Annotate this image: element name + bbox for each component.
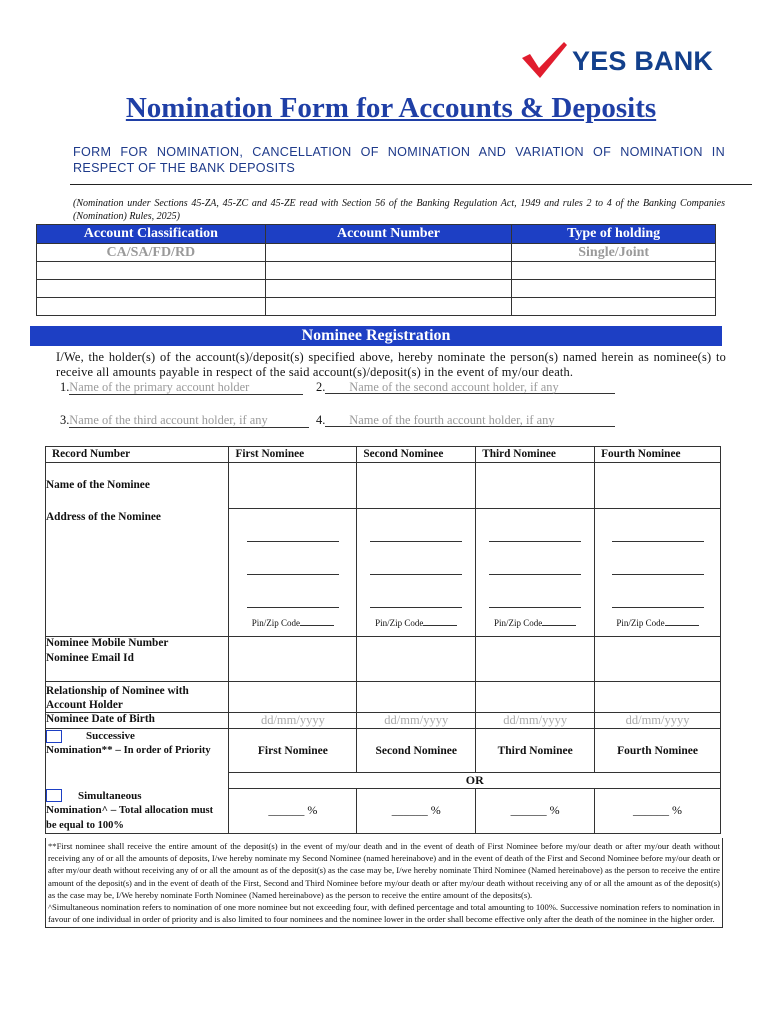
allocation-field[interactable]: ______ % bbox=[595, 789, 721, 834]
nominee-table bbox=[45, 446, 721, 834]
successive-order-1: First Nominee bbox=[229, 729, 357, 773]
simultaneous-option[interactable] bbox=[46, 789, 229, 834]
label-relationship: Relationship of Nominee with Account Holder bbox=[46, 682, 229, 713]
pin-code-label: Pin/Zip Code bbox=[479, 618, 591, 628]
holder-number: 2. bbox=[316, 380, 326, 394]
row-successive bbox=[46, 729, 721, 773]
row-address bbox=[46, 509, 721, 637]
dob-field[interactable]: dd/mm/yyyy bbox=[357, 713, 476, 729]
row-relationship bbox=[46, 682, 721, 713]
legal-note: (Nomination under Sections 45-ZA, 45-ZC and 45-ZE read with Section 56 of the Banking Regulation Act, 1949 and rules 2 to 4 of the Banking Companies (Nomination) Rules, 2025) bbox=[73, 198, 725, 222]
brand-name: YES BANK bbox=[572, 46, 714, 76]
row-mobile bbox=[46, 637, 721, 652]
heading-divider bbox=[70, 184, 752, 185]
successive-order-2: Second Nominee bbox=[357, 729, 476, 773]
pin-code-label: Pin/Zip Code bbox=[232, 618, 353, 628]
account-number-field[interactable] bbox=[265, 244, 512, 262]
nominee-address-field[interactable] bbox=[595, 509, 721, 637]
successive-order-4: Fourth Nominee bbox=[595, 729, 721, 773]
label-email: Nominee Email Id bbox=[46, 652, 229, 682]
label-nominee-name: Name of the Nominee bbox=[46, 463, 229, 509]
nominee-table-header bbox=[46, 447, 721, 463]
dob-field[interactable]: dd/mm/yyyy bbox=[595, 713, 721, 729]
pin-code-label: Pin/Zip Code bbox=[598, 618, 717, 628]
successive-option[interactable] bbox=[46, 729, 229, 773]
successive-label: Nomination** – bbox=[46, 744, 121, 756]
nominee-contact-field[interactable] bbox=[476, 637, 595, 682]
simultaneous-title: Simultaneous bbox=[78, 789, 142, 802]
form-heading: FORM FOR NOMINATION, CANCELLATION OF NOMINATION AND VARIATION OF NOMINATION IN RESPECT OF THE BANK DEPOSITS bbox=[73, 145, 725, 175]
checkmark-logo-icon bbox=[520, 40, 570, 82]
footnotes bbox=[45, 838, 723, 928]
allocation-field[interactable]: ______ % bbox=[229, 789, 357, 834]
pin-code-label: Pin/Zip Code bbox=[360, 618, 472, 628]
successive-note: In order of Priority bbox=[123, 745, 211, 756]
page-title: Nomination Form for Accounts & Deposits bbox=[125, 92, 657, 124]
holder-2 bbox=[316, 380, 615, 395]
holder-number: 1. bbox=[60, 380, 70, 394]
holder-number: 3. bbox=[60, 413, 70, 427]
relationship-field[interactable] bbox=[229, 682, 357, 713]
nominee-contact-field[interactable] bbox=[595, 637, 721, 682]
col-fourth-nominee: Fourth Nominee bbox=[595, 447, 721, 463]
holding-type-field[interactable]: Single/Joint bbox=[512, 244, 716, 262]
col-second-nominee: Second Nominee bbox=[357, 447, 476, 463]
dob-field[interactable]: dd/mm/yyyy bbox=[476, 713, 595, 729]
label-mobile: Nominee Mobile Number bbox=[46, 637, 229, 652]
account-row bbox=[37, 280, 716, 298]
footnote-successive: **First nominee shall receive the entire amount of the deposit(s) in the event of my/our death and in the event of death of First Nominee before my/our death or after my/our death without receiving any of or all the amounts of deposits, I/we hereby nominate my Second Nominee (named hereinabove) and in the event of death of the First and Second Nominee before my/our death or after my/our death without receiving any of or all the amount as of the deposit(s) as the case may be, I/we hereby nominate Third Nominee (Named hereinabove) as the person to receive the entire amount of the deposit(s) and in the event of death of the First, Second and Third Nominee before my/our death or after my/our death without receiving any of or all the amount as of the deposit(s) as the case may be, I/We hereby nominate Forth Nominee (Named hereinabove) as the person to receive the entire amount of the deposits(s). bbox=[48, 841, 720, 900]
fourth-holder-field[interactable]: Name of the fourth account holder, if any bbox=[325, 413, 615, 427]
account-table bbox=[36, 224, 716, 316]
header-account-classification: Account Classification bbox=[37, 225, 266, 244]
label-nominee-address: Address of the Nominee bbox=[46, 509, 229, 637]
nominee-name-field[interactable] bbox=[357, 463, 476, 509]
account-row bbox=[37, 262, 716, 280]
successive-order-3: Third Nominee bbox=[476, 729, 595, 773]
col-record-number: Record Number bbox=[46, 447, 229, 463]
classification-field[interactable] bbox=[37, 280, 266, 298]
col-third-nominee: Third Nominee bbox=[476, 447, 595, 463]
holder-1 bbox=[60, 380, 303, 395]
classification-field[interactable]: CA/SA/FD/RD bbox=[37, 244, 266, 262]
simultaneous-note: Total allocation must be equal to 100% bbox=[46, 804, 214, 831]
holding-type-field[interactable] bbox=[512, 280, 716, 298]
relationship-field[interactable] bbox=[357, 682, 476, 713]
label-dob: Nominee Date of Birth bbox=[46, 713, 229, 729]
row-simultaneous bbox=[46, 789, 721, 834]
account-table-header bbox=[37, 225, 716, 244]
holding-type-field[interactable] bbox=[512, 298, 716, 316]
header-type-of-holding: Type of holding bbox=[512, 225, 716, 244]
account-number-field[interactable] bbox=[265, 298, 512, 316]
relationship-field[interactable] bbox=[595, 682, 721, 713]
nominee-address-field[interactable] bbox=[229, 509, 357, 637]
col-first-nominee: First Nominee bbox=[229, 447, 357, 463]
account-row bbox=[37, 244, 716, 262]
holder-number: 4. bbox=[316, 413, 326, 427]
classification-field[interactable] bbox=[37, 298, 266, 316]
nominee-name-field[interactable] bbox=[595, 463, 721, 509]
row-dob bbox=[46, 713, 721, 729]
simultaneous-label: Nomination^ – bbox=[46, 803, 117, 816]
holder-4 bbox=[316, 413, 615, 428]
header-account-number: Account Number bbox=[265, 225, 512, 244]
nominee-address-field[interactable] bbox=[476, 509, 595, 637]
classification-field[interactable] bbox=[37, 262, 266, 280]
account-number-field[interactable] bbox=[265, 262, 512, 280]
relationship-field[interactable] bbox=[476, 682, 595, 713]
account-row bbox=[37, 298, 716, 316]
primary-holder-field[interactable]: Name of the primary account holder bbox=[69, 380, 303, 395]
footnote-simultaneous: ^Simultaneous nomination refers to nomination of one more nominee but not exceeding four, with defined percentage and total amounting to 100%. Successive nomination refers to nomination in favour of one individual in order of priority and is also limited to four nominees and the nominee lower in the order shall become effective only after the death of the nominee in the higher order. bbox=[48, 902, 720, 925]
holding-type-field[interactable] bbox=[512, 262, 716, 280]
allocation-field[interactable]: ______ % bbox=[476, 789, 595, 834]
account-number-field[interactable] bbox=[265, 280, 512, 298]
dob-field[interactable]: dd/mm/yyyy bbox=[229, 713, 357, 729]
nominee-address-field[interactable] bbox=[357, 509, 476, 637]
nominee-name-field[interactable] bbox=[229, 463, 357, 509]
row-or bbox=[46, 773, 721, 789]
third-holder-field[interactable]: Name of the third account holder, if any bbox=[69, 413, 309, 428]
holder-3 bbox=[60, 413, 309, 428]
nominee-contact-field[interactable] bbox=[357, 637, 476, 682]
or-separator: OR bbox=[229, 773, 721, 789]
nomination-declaration: I/We, the holder(s) of the account(s)/deposit(s) specified above, hereby nominate the person(s) named herein as nominee(s) to receive all amounts payable in respect of the said account(s)/deposit(s) in the event of my/our death. bbox=[56, 350, 726, 379]
second-holder-field[interactable]: Name of the second account holder, if any bbox=[325, 380, 615, 394]
nominee-contact-field[interactable] bbox=[229, 637, 357, 682]
row-name bbox=[46, 463, 721, 509]
successive-title: Successive bbox=[86, 730, 135, 742]
nominee-name-field[interactable] bbox=[476, 463, 595, 509]
nominee-registration-header: Nominee Registration bbox=[30, 326, 722, 346]
yes-bank-logo bbox=[520, 40, 730, 82]
simultaneous-checkbox[interactable] bbox=[46, 789, 62, 802]
successive-checkbox[interactable] bbox=[46, 730, 62, 743]
allocation-field[interactable]: ______ % bbox=[357, 789, 476, 834]
